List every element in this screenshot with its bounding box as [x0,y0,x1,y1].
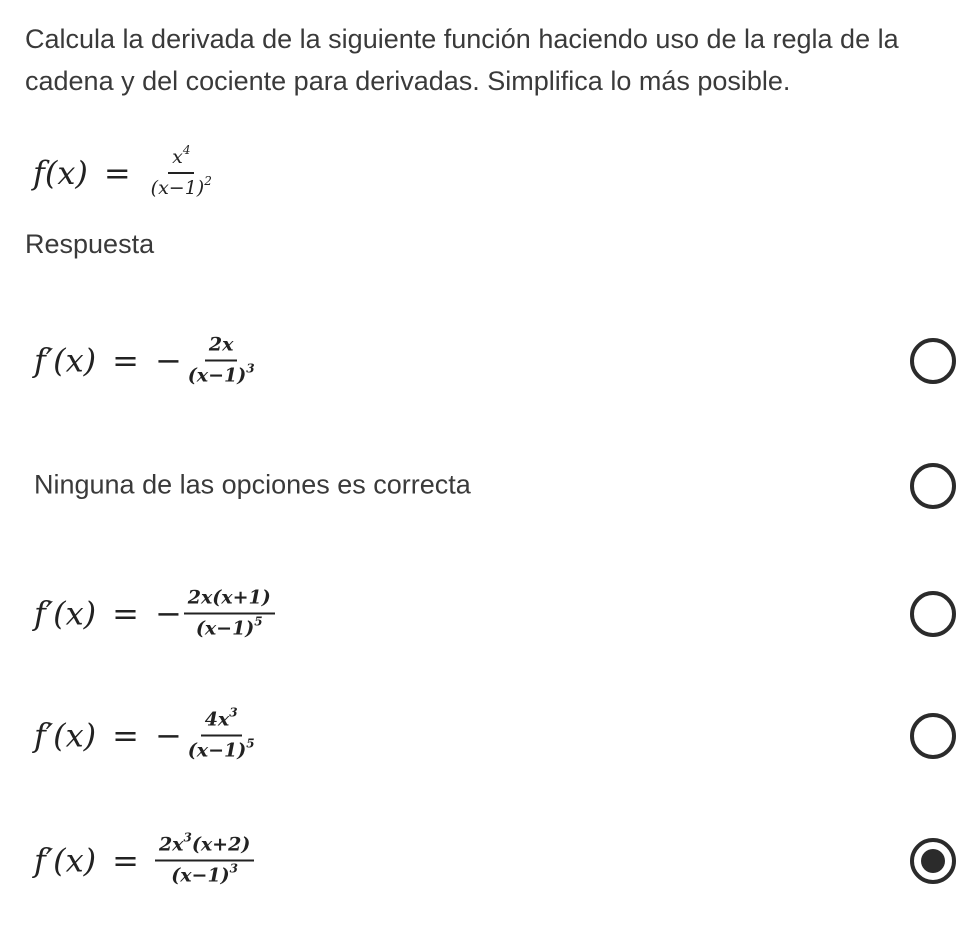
question-text: Calcula la derivada de la siguiente función haciendo uso de la regla de la cadena y del cociente para derivadas. Simplifica lo más posible. [25,24,899,96]
function-numerator: $x^4$ [168,146,194,174]
option-5-radio[interactable] [910,838,956,884]
equals-sign: = [103,153,131,192]
option-1-radio[interactable] [910,338,956,384]
given-function [33,143,216,199]
option-1[interactable] [0,315,970,405]
option-2[interactable] [0,440,970,530]
option-2-radio[interactable] [910,463,956,509]
answer-label: Respuesta [25,229,155,259]
option-1-fraction: $\frac{2x}{(x-1)^3}$ [187,333,255,387]
option-1-formula: f′(x) = − $\frac{2x}{(x-1)^3}$ [34,334,259,387]
option-2-text: Ninguna de las opciones es correcta [34,469,471,500]
option-5-formula: f′(x) = $\frac{2x^3(x+2)}{(x-1)^3}$ [34,834,254,887]
option-3-fraction: $\frac{2x(x+1)}{(x-1)^5}$ [184,587,275,640]
function-denominator: $(x-1)^2$ [150,174,212,199]
option-3-radio[interactable] [910,591,956,637]
option-4[interactable] [0,690,970,780]
function-lhs: f(x) [33,153,88,192]
option-3-formula: f′(x) = − $\frac{2x(x+1)}{(x-1)^5}$ [34,587,275,640]
option-3[interactable] [0,568,970,658]
option-5[interactable] [0,815,970,905]
option-4-formula: f′(x) = − $\frac{4x^3}{(x-1)^5}$ [34,709,259,762]
option-4-fraction: $\frac{4x^3}{(x-1)^5}$ [187,705,255,762]
option-5-fraction: $\frac{2x^3(x+2)}{(x-1)^3}$ [155,834,254,887]
function-fraction [147,143,216,199]
option-4-radio[interactable] [910,713,956,759]
